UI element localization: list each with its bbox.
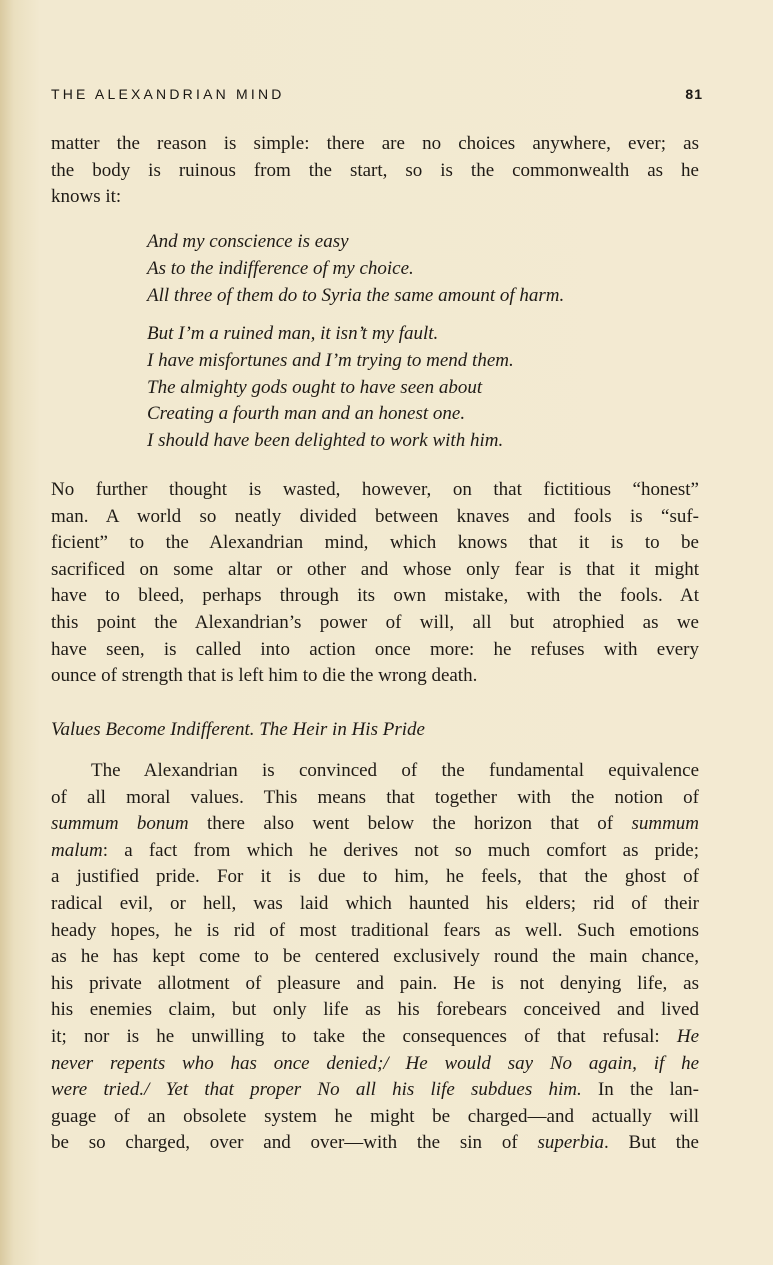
text-line: have to bleed, perhaps through its own mistake, with the fools. At [51,585,699,607]
verse-line: The almighty gods ought to have seen about [147,376,483,398]
verse-line: And my conscience is easy [147,231,349,252]
paragraph-1 [51,131,699,211]
text-run: it; nor is he unwilling to take the consequences of that refusal: [51,1025,677,1047]
verse-line: Creating a fourth man and an honest one. [147,403,466,425]
latin-term: summum [631,813,700,835]
text-line [51,838,699,865]
text-line: as he has kept come to be centered exclusively round the main chance, [51,946,699,968]
text-line: his private allotment of pleasure and pain. He is not denying life, as [51,972,699,994]
verse-line: But I’m a ruined man, it isn’t my fault. [147,323,439,344]
text-line [51,758,699,785]
verse-line: I have misfortunes and I’m trying to mend them. [147,349,514,371]
page-header [51,86,703,106]
text-line: never repents who has once denied;/ He would say No again, if he [51,1052,699,1074]
verse-stanza-2 [147,321,707,455]
verse-line: As to the indifference of my choice. [147,257,414,279]
section-heading: Values Become Indifferent. The Heir in His Pride [51,719,425,740]
verse-line: All three of them do to Syria the same amount of harm. [147,284,565,306]
text-line: his enemies claim, but only life as his forebears conceived and lived [51,999,699,1021]
text-line: radical evil, or hell, was laid which haunted his elders; rid of their [51,892,699,914]
text-run: In the lan- [581,1079,699,1101]
quotation-run: were tried./ Yet that proper No all his life subdues him. [51,1079,582,1101]
text-line: sacrificed on some altar or other and whose only fear is that it might [51,558,699,580]
text-line: knows it: [51,186,122,208]
text-line [51,811,699,838]
latin-term: superbia [537,1132,604,1154]
text-run: : a fact from which he derives not so much comfort as pride; [102,839,699,861]
verse-stanza-1 [147,229,707,309]
text-run: . But the [603,1132,699,1154]
text-line: ounce of strength that is left him to die the wrong death. [51,665,478,687]
text-line: matter the reason is simple: there are no choices anywhere, ever; as [51,133,699,154]
text-line: No further thought is wasted, however, on that fictitious “honest” [51,479,699,500]
latin-term: summum bonum [51,813,189,835]
quotation-run: He [676,1025,699,1047]
text-run: The Alexandrian is convinced of the fundamental equivalence [91,760,699,781]
paragraph-2 [51,477,699,690]
verse-line: I should have been delighted to work with him. [147,430,504,452]
text-line: ficient” to the Alexandrian mind, which knows that it is to be [51,532,699,554]
text-line [51,1024,699,1051]
text-line [51,1077,699,1104]
text-line: of all moral values. This means that together with the notion of [51,786,699,808]
text-run: there also went below the horizon that of [188,813,632,835]
text-line: guage of an obsolete system he might be charged—and actually will [51,1105,699,1127]
text-line: a justified pride. For it is due to him, he feels, that the ghost of [51,866,699,888]
text-run: be so charged, over and over—with the sin of [51,1132,538,1154]
page-number: 81 [685,86,703,102]
paragraph-3 [51,758,699,1157]
text-line [51,1130,699,1157]
text-line: man. A world so neatly divided between knaves and fools is “suf- [51,505,699,527]
running-title: THE ALEXANDRIAN MIND [51,86,285,102]
text-line: the body is ruinous from the start, so is the commonwealth as he [51,159,699,181]
text-line: heady hopes, he is rid of most traditional fears as well. Such emotions [51,919,699,941]
latin-term: malum [51,839,103,861]
text-line: this point the Alexandrian’s power of will, all but atrophied as we [51,611,699,633]
text-line: have seen, is called into action once more: he refuses with every [51,638,699,660]
